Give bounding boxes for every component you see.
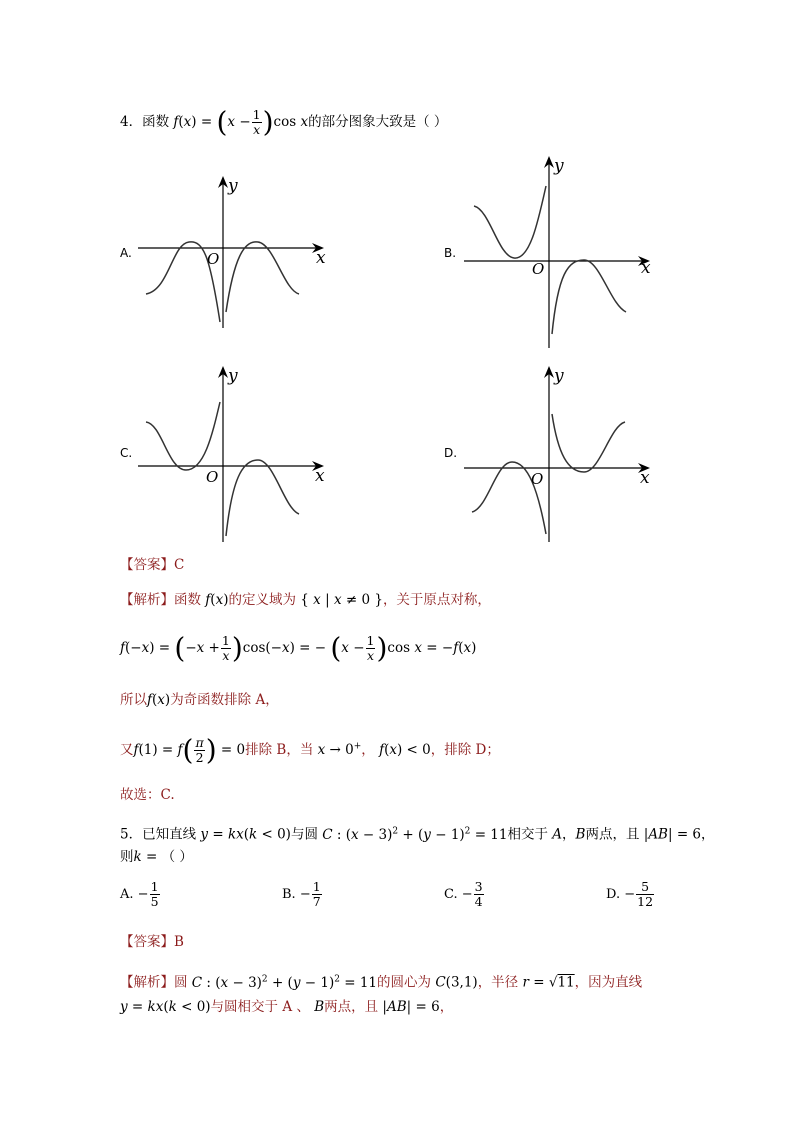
graph-d[interactable] [460, 362, 660, 547]
graph-c-x-label: x [315, 466, 325, 486]
graph-d-y-label: y [554, 366, 564, 386]
graph-c-y-label: y [228, 366, 238, 386]
q4-analysis-line1: 【解析】函数 f(x)的定义域为 { x | x ≠ 0 }，关于原点对称， [120, 592, 491, 608]
graph-b-origin: O [532, 260, 545, 278]
q5-stem-line1: 5．已知直线 y = kx(k < 0)与圆 C : $(x - 3)^2 + (y - 1)^2 = 11$相交于 A，B两点，且 |AB| = 6， [120, 826, 715, 843]
q5-option-c[interactable]: C. − $\frac{3}{4}$ [444, 879, 483, 909]
q4-answer [120, 556, 184, 574]
q5-number: 5． [120, 826, 143, 843]
graph-b-x-label: x [641, 258, 651, 278]
graph-c[interactable] [134, 362, 334, 547]
graph-d-origin: O [531, 470, 544, 488]
q5-stem-line2: 则k = （ ） [120, 849, 193, 865]
q4-number: 4． [120, 114, 143, 130]
graph-b-y-label: y [554, 156, 564, 176]
q5-analysis-line2: y = kx(k < 0)与圆相交于 A 、 B两点，且 |AB| = 6， [120, 999, 454, 1015]
q4-analysis-line4: 又f(1) = f( $\frac{\pi}{2}$ ) = 0排除 B，当 x → 0+， f(x) < 0，排除 D； [120, 733, 500, 767]
option-d-label[interactable]: D. [444, 446, 458, 460]
q4-analysis-formula: f(−x) = (−x + $\frac{1}{x}$ )cos(−x) = − (x − $\frac{1}{x}$ )cos x = −f(x) [120, 631, 477, 665]
graph-c-origin: O [206, 468, 219, 486]
q4-conclusion: 故选：C. [120, 787, 175, 803]
option-a-label[interactable]: A. [120, 246, 132, 260]
q5-answer [120, 933, 184, 951]
option-b-label[interactable]: B. [444, 246, 457, 260]
q5-analysis-line1: 【解析】圆 C : $(x - 3)^2 + (y - 1)^2 = 11$的圆心为 C(3,1)，半径 r = √11，因为直线 [120, 974, 643, 991]
graph-a-x-label: x [316, 248, 326, 268]
graph-b[interactable] [460, 152, 660, 352]
q5-option-a[interactable]: A. − $\frac{1}{5}$ [120, 879, 159, 909]
graph-a[interactable] [134, 172, 334, 332]
q5-option-b[interactable]: B. − $\frac{1}{7}$ [282, 879, 321, 909]
answer-value: B [174, 934, 184, 950]
q4-analysis-line3: 所以f(x)为奇函数排除 A， [120, 692, 279, 708]
answer-value: C [174, 557, 185, 573]
answer-tag: 【答案】 [120, 557, 174, 573]
q5-option-d[interactable]: D. − $\frac{5}{12}$ [606, 879, 654, 909]
graph-a-origin: O [207, 250, 220, 268]
option-c-label[interactable]: C. [120, 446, 133, 460]
graph-d-x-label: x [640, 468, 650, 488]
q4-function-formula: f(x) = (x − $\frac{1}{x}$ )cos x [173, 105, 309, 139]
answer-tag: 【答案】 [120, 934, 174, 950]
graph-a-y-label: y [228, 176, 238, 196]
q4-stem: 4．函数 f(x) = (x − $\frac{1}{x}$ )cos x的部分图象大致是（ ） [120, 105, 448, 139]
